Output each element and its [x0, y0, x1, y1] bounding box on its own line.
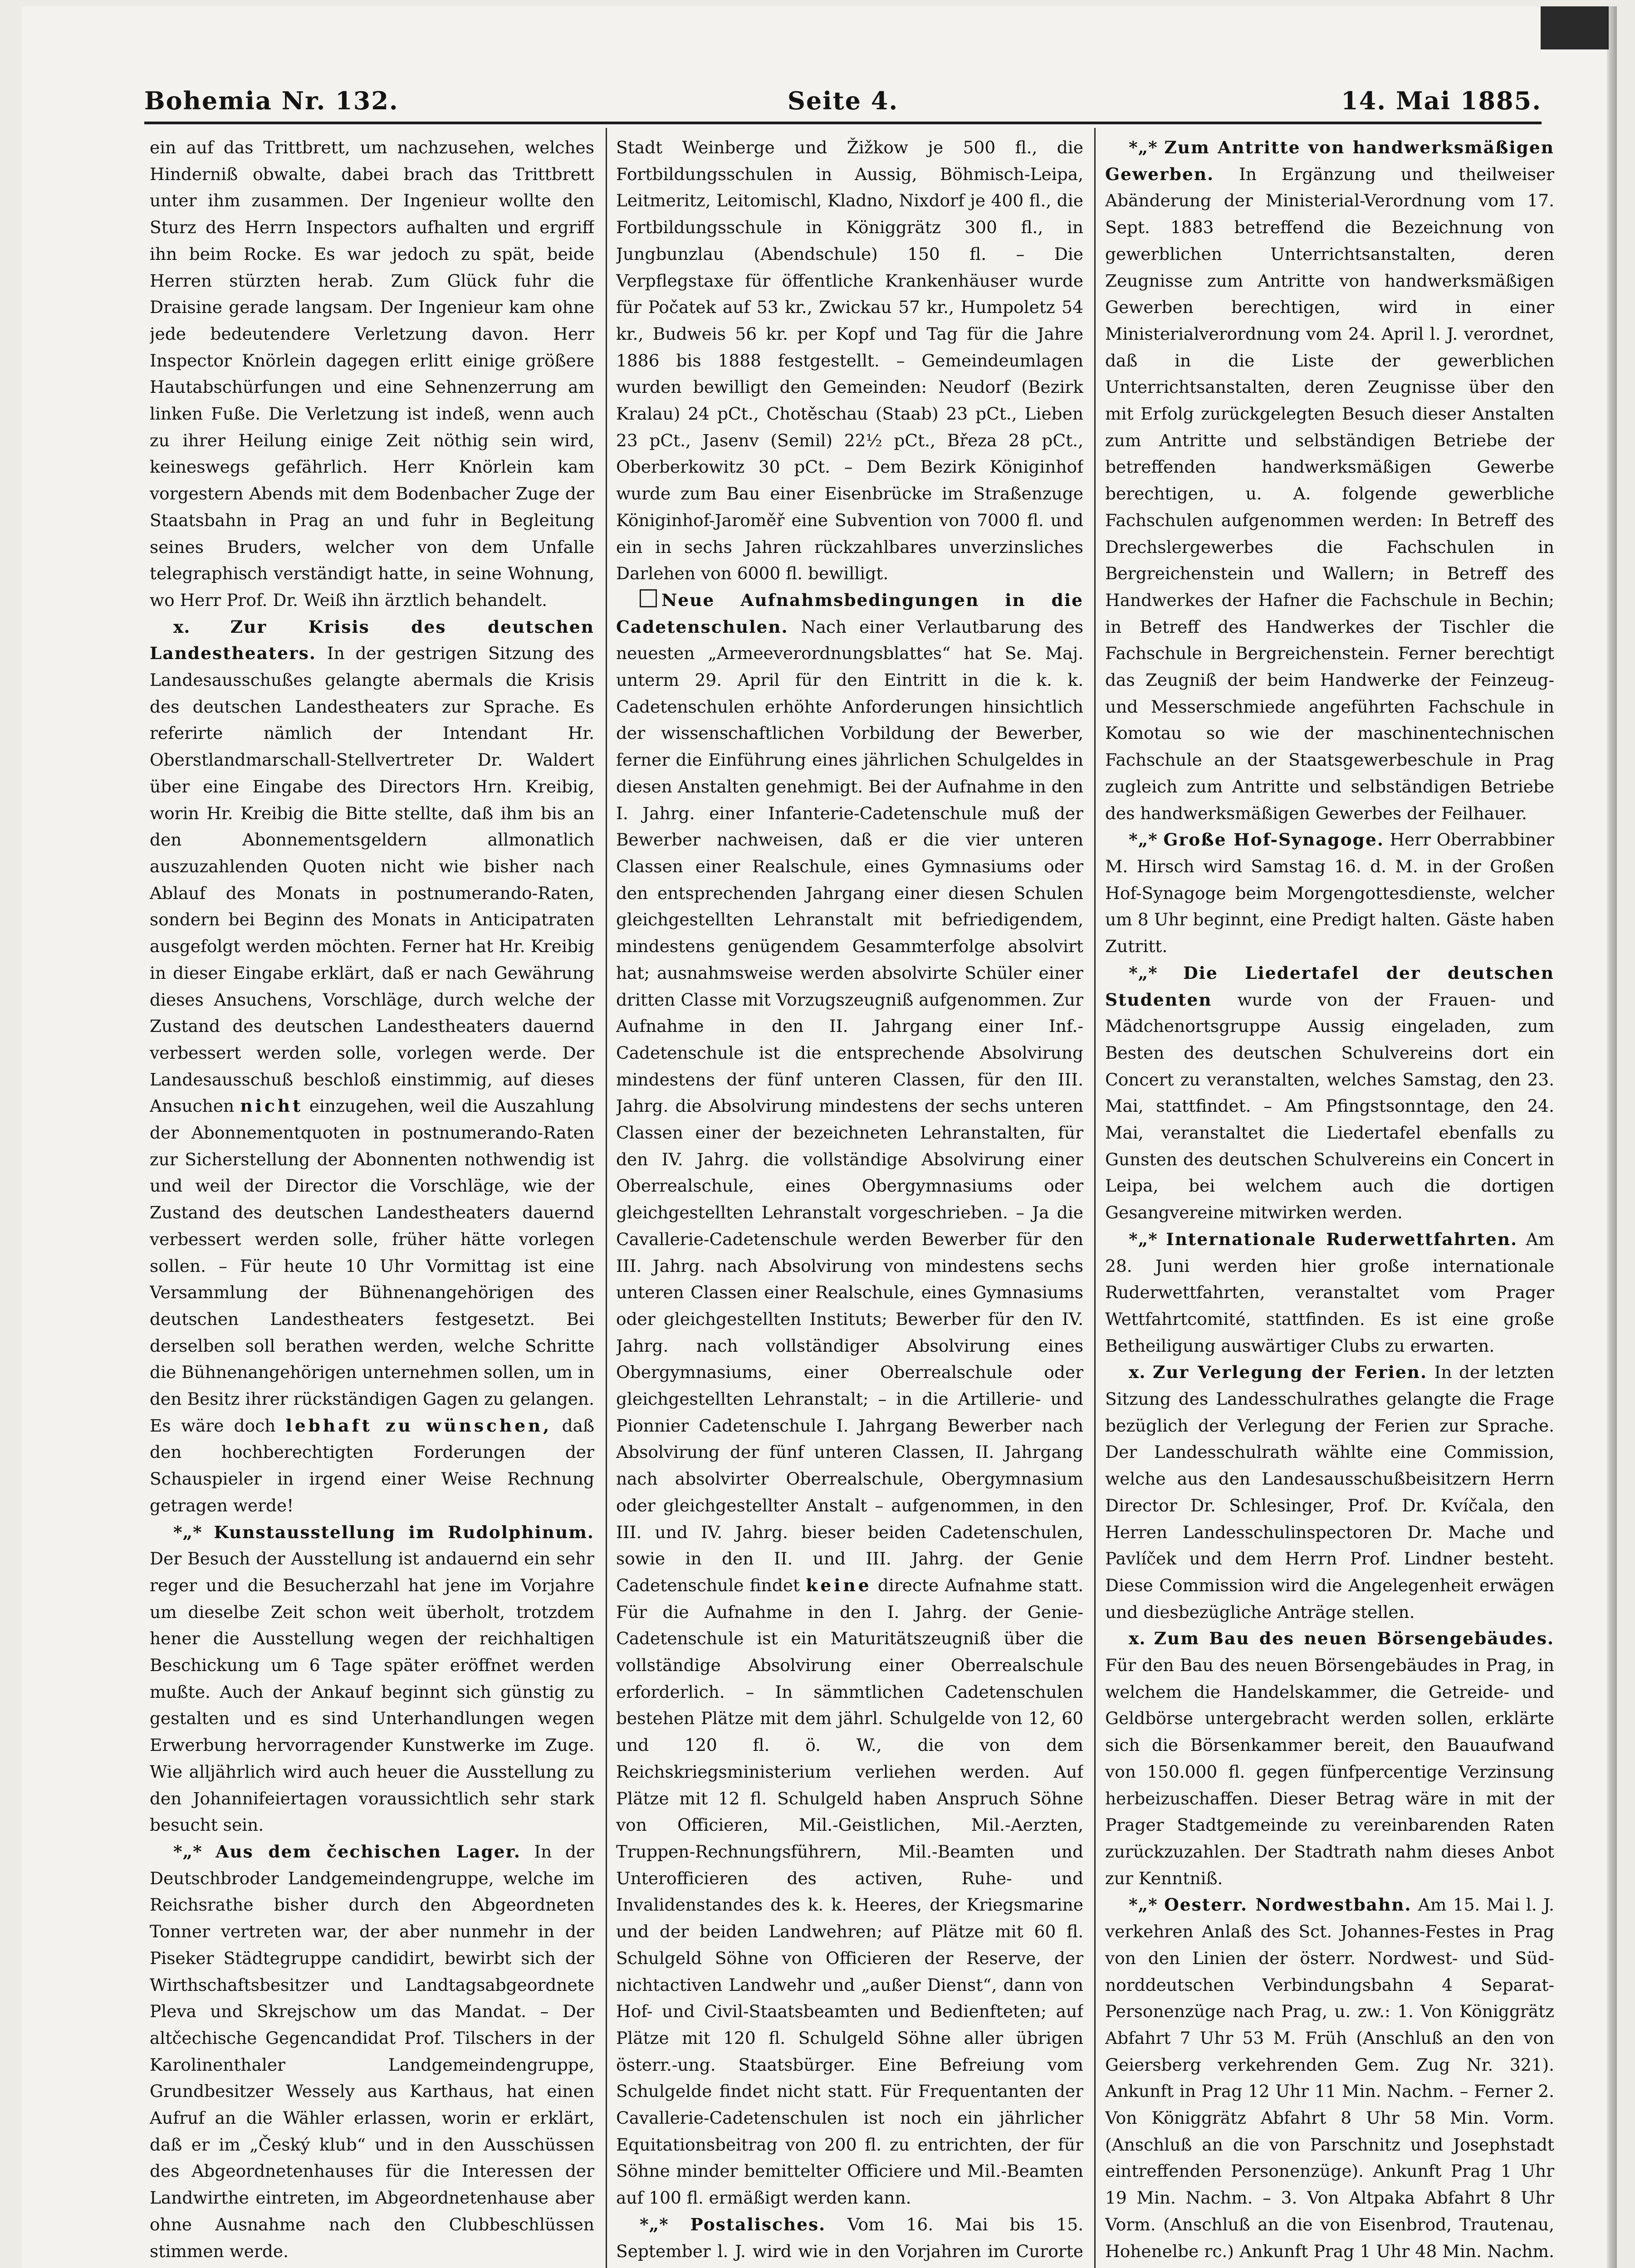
article-text: In der letzten Sitzung des Landesschulrathes gelangte die Frage bezüglich der Verlegung der Ferien zur Sprache. Der Landesschulrath wählte eine Commission, welche aus den Landesausschußbeisitzern Herrn Director Dr. Schlesinger, Prof. Dr. Kvíčala, den Herren Landesschulinspectoren Dr. Mache und Pavlíček und dem Herrn Prof. Lindner besteht. Diese Commission wird die Angelegenheit erwägen und diesbezügliche Anträge stellen.	[1105, 1362, 1554, 1622]
header-date: 14. Mai 1885.	[1341, 86, 1542, 115]
article-text: einzugehen, weil die Auszahlung der Abonnementquoten in postnumerando-Raten zur Sicherstellung der Abonnenten nothwendig ist und weil der Director die Vorschläge, wie der Zustand des deutschen Landestheaters dauernd verbessert werden solle, früher hätte vorlegen sollen. – Für heute 10 Uhr Vormittag ist eine Versammlung der Bühnenangehörigen des deutschen Landestheaters festgesetzt. Bei derselben soll berathen werden, welche Schritte die Bühnenangehörigen unternehmen sollen, um in den Besitz ihrer rückständigen Gagen zu gelangen. Es wäre doch	[150, 1096, 594, 1436]
section-marker: *„*	[173, 1522, 202, 1542]
section-marker: x.	[173, 616, 191, 637]
article-text: Der Besuch der Ausstellung ist andauernd ein sehr reger und die Besucherzahl hat jene im Vorjahre um dieselbe Zeit schon weit überholt, trotzdem hener die Ausstellung wegen der reichhaltigen Beschickung um 6 Tage später eröffnet werden mußte. Auch der Ankauf beginnt sich günstig zu gestalten und es sind Unterhandlungen wegen Erwerbung hervorragender Kunstwerke im Zuge. Wie alljährlich wird auch heuer die Ausstellung zu den Johannifeiertagen voraussichtlich sehr stark besucht sein.	[150, 1549, 594, 1835]
article-paragraph	[150, 614, 594, 1519]
article-paragraph	[1105, 1892, 1554, 2268]
article-text: Stadt Weinberge und Žižkow je 500 fl., die Fortbildungsschulen in Aussig, Böhmisch-Leipa, Leitmeritz, Leitomischl, Kladno, Nixdorf je 400 fl., die Fortbildungsschule in Königgrätz 300 fl., in Jungbunzlau (Abendschule) 150 fl. – Die Verpflegstaxe für öffentliche Krankenhäuser wurde für Počatek auf 53 kr., Zwickau 57 kr., Humpoletz 54 kr., Budweis 56 kr. per Kopf und Tag für die Jahre 1886 bis 1888 festgestellt. – Gemeindeumlagen wurden bewilligt den Gemeinden: Neudorf (Bezirk Kralau) 24 pCt., Chotěschau (Staab) 23 pCt., Lieben 23 pCt., Jasenv (Semil) 22½ pCt., Březa 28 pCt., Oberberkowitz 30 pCt. – Dem Bezirk Königinhof wurde zum Bau einer Eisenbrücke im Straßenzuge Königinhof-Jaroměř eine Subvention von 7000 fl. und ein in sechs Jahren rückzahlbares unverzinsliches Darlehen von 6000 fl. bewilligt.	[616, 137, 1083, 584]
section-marker: x.	[1129, 1628, 1146, 1649]
section-marker: x.	[1129, 1362, 1146, 1383]
article-paragraph	[150, 2264, 594, 2268]
article-heading: Zur Krisis des deutschen Landestheaters.	[150, 616, 594, 664]
article-paragraph	[150, 1838, 594, 2264]
article-paragraph	[1105, 1226, 1554, 1359]
article-paragraph	[1105, 1359, 1554, 1625]
article-paragraph	[150, 134, 594, 614]
article-paragraph	[616, 2211, 1083, 2268]
article-heading: Die Liedertafel der deutschen Studenten	[1105, 963, 1554, 1010]
section-marker: *„*	[1129, 963, 1158, 983]
article-paragraph	[1105, 960, 1554, 1226]
article-text: ein auf das Trittbrett, um nachzusehen, welches Hinderniß obwalte, dabei brach das Trittbrett unter ihm zusammen. Der Ingenieur wollte den Sturz des Herrn Inspectors aufhalten und ergriff ihn beim Rocke. Es war jedoch zu spät, beide Herren stürzten herab. Zum Glück fuhr die Draisine gerade langsam. Der Ingenieur kam ohne jede bedeutendere Verletzung davon. Herr Inspector Knörlein dagegen erlitt einige größere Hautabschürfungen und eine Sehnenzerrung am linken Fuße. Die Verletzung ist indeß, wenn auch zu ihrer Heilung einige Zeit nöthig sein wird, keineswegs gefährlich. Herr Knörlein kam vorgestern Abends mit dem Bodenbacher Zuge der Staatsbahn in Prag an und fuhr in Begleitung seines Bruders, welcher von dem Unfalle telegraphisch verständigt hatte, in seine Wohnung, wo Herr Prof. Dr. Weiß ihn ärztlich behandelt.	[150, 137, 594, 610]
header-page-number: Seite 4.	[787, 86, 899, 115]
article-heading: Kunstausstellung im Rudolphinum.	[214, 1522, 594, 1542]
article-heading: Zum Bau des neuen Börsengebäudes.	[1154, 1628, 1554, 1649]
article-paragraph	[1105, 134, 1554, 826]
article-text: Herr Oberrabbiner M. Hirsch wird Samstag 16. d. M. in der Großen Hof-Synagoge beim Morgengottesdienste, welcher um 8 Uhr beginnt, eine Predigt halten. Gäste haben Zutritt.	[1105, 830, 1554, 957]
article-heading: Aus dem čechischen Lager.	[215, 1842, 521, 1862]
emphasis-text: nicht	[240, 1096, 304, 1116]
scan-corner	[1541, 6, 1609, 49]
article-heading: Postalisches.	[690, 2214, 826, 2234]
article-text: Für den Bau des neuen Börsengebäudes in Prag, in welchem die Handelskammer, die Getreide- und Geldbörse untergebracht werden sollen, erklärte sich die Börsenkammer bereit, den Bauaufwand von 150.000 fl. gegen fünfpercentige Verzinsung herbeizuschaffen. Dieser Betrag wäre in mit der Prager Stadtgemeinde zu vereinbarenden Raten zurückzuzahlen. Der Stadtrath nahm dieses Anbot zur Kenntniß.	[1105, 1655, 1554, 1888]
article-text: daß den hochberechtigten Forderungen der Schauspieler in irgend einer Weise Rechnung getragen werde!	[150, 1415, 594, 1515]
emphasis-text: keine	[806, 1575, 872, 1595]
column-rule-1	[606, 128, 607, 2268]
page-header	[144, 77, 1542, 118]
article-paragraph	[616, 587, 1083, 2211]
article-heading: Oesterr. Nordwestbahn.	[1164, 1895, 1412, 1915]
column-rule-2	[1094, 128, 1096, 2268]
section-marker: *„*	[173, 1842, 202, 1862]
header-rule	[144, 122, 1542, 124]
article-text: Vom 16. Mai bis 15. September l. J. wird wie in den Vorjahren im Curorte	[616, 2214, 1083, 2261]
header-masthead: Bohemia Nr. 132.	[144, 86, 399, 115]
article-heading: Internationale Ruderwettfahrten.	[1166, 1229, 1518, 1249]
column-1	[150, 134, 594, 2268]
article-heading: Zur Verlegung der Ferien.	[1152, 1362, 1427, 1383]
square-marker-icon	[640, 589, 657, 607]
section-marker: *„*	[1129, 1895, 1158, 1915]
column-2	[616, 134, 1083, 2268]
emphasis-text: lebhaft zu wünschen,	[285, 1415, 552, 1436]
section-marker: *„*	[1129, 830, 1158, 850]
article-text: Am 28. Juni werden hier große internationale Ruderwettfahrten, veranstaltet vom Prager Wettfahrtcomité, stattfinden. Es ist eine große Betheiligung auswärtiger Clubs zu erwarten.	[1105, 1229, 1554, 1356]
article-text: In Ergänzung und theilweiser Abänderung der Ministerial-Verordnung vom 17. Sept. 1883 betreffend die Bezeichnung von gewerblichen Unterrichtsanstalten, deren Zeugnisse zum Antritte von handwerksmäßigen Gewerben berechtigen, wird in einer Ministerialverordnung vom 24. April l. J. verordnet, daß in die Liste der gewerblichen Unterrichtsanstalten, deren Zeugnisse über den mit Erfolg zurückgelegten Besuch dieser Anstalten zum Antritte und selbständigen Betriebe der betreffenden handwerksmäßigen Gewerbe berechtigen, u. A. folgende gewerbliche Fachschulen aufgenommen werden: In Betreff des Drechslergewerbes die Fachschulen in Bergreichenstein und Wallern; in Betreff des Handwerkes der Hafner die Fachschule in Bechin; in Betreff des Handwerkes der Tischler die Fachschule in Bergreichenstein. Ferner berechtigt das Zeugniß der beim Handwerke der Feinzeug- und Messerschmiede angeführten Fachschule in Komotau so wie der maschinentechnischen Fachschule an der Staatsgewerbeschule in Prag zugleich zum Antritte und selbständigen Betriebe des handwerksmäßigen Gewerbes der Feilhauer.	[1105, 164, 1554, 823]
column-3	[1105, 134, 1554, 2268]
article-heading: Zum Antritte von handwerksmäßigen Gewerben.	[1105, 137, 1554, 184]
article-heading: Neue Aufnahmsbedingungen in die Cadetenschulen.	[616, 590, 1083, 637]
article-text: In der gestrigen Sitzung des Landesausschußes gelangte abermals die Krisis des deutschen Landestheaters zur Sprache. Es referirte nämlich der Intendant Hr. Oberstlandmarschall-Stellvertreter Dr. Waldert über eine Eingabe des Directors Hrn. Kreibig, worin Hr. Kreibig die Bitte stellte, daß ihm bis an den Abonnementsgeldern allmonatlich auszuzahlenden Quoten nicht wie bisher nach Ablauf des Monats in postnumerando-Raten, sondern bei Beginn des Monats in Anticipatraten ausgefolgt werden möchten. Ferner hat Hr. Kreibig in dieser Eingabe erklärt, daß er nach Gewährung dieses Ansuchens, Vorschläge, durch welche der Zustand des deutschen Landestheaters dauernd verbessert werden solle, vorlegen werde. Der Landesausschuß beschloß einstimmig, auf dieses Ansuchen	[150, 643, 594, 1116]
section-marker: *„*	[640, 2214, 669, 2234]
article-text: Nach einer Verlautbarung des neuesten „Armeeverordnungsblattes“ hat Se. Maj. unterm 29. April für den Eintritt in die k. k. Cadetenschulen erhöhte Anforderungen hinsichtlich der wissenschaftlichen Vorbildung der Bewerber, ferner die Einführung eines jährlichen Schulgeldes in diesen Anstalten genehmigt. Bei der Aufnahme in den I. Jahrg. einer Infanterie-Cadetenschule muß der Bewerber nachweisen, daß er die vier unteren Classen einer Realschule, eines Gymnasiums oder den entsprechenden Jahrgang einer diesen Schulen gleichgestellten Lehranstalt mit befriedigendem, mindestens genügendem Gesammterfolge absolvirt hat; ausnahmsweise werden absolvirte Schüler einer dritten Classe mit Vorzugszeugniß aufgenommen. Zur Aufnahme in den II. Jahrgang einer Inf.-Cadetenschule ist die entsprechende Absolvirung mindestens der fünf unteren Classen, für den III. Jahrg. die Absolvirung mindestens der sechs unteren Classen einer der bezeichneten Lehranstalten, für den IV. Jahrg. die vollständige Absolvirung einer Oberrealschule, eines Obergymnasiums oder gleichgestellten Lehranstalt vorgeschrieben. – Ja die Cavallerie-Cadetenschule werden Bewerber für den III. Jahrg. nach Absolvirung von mindestens sechs unteren Classen einer Realschule, eines Gymnasiums oder gleichgestellten Instituts; Bewerber für den IV. Jahrg. nach vollständiger Absolvirung eines Obergymnasiums, einer Oberrealschule oder gleichgestellten Lehranstalt; – in die Artillerie- und Pionnier Cadetenschule I. Jahrgang Bewerber nach Absolvirung der fünf unteren Classen, II. Jahrgang nach absolvirter Oberrealschule, Obergymnasium oder gleichgestellter Anstalt – aufgenommen, in den III. und IV. Jahrg. bieser beiden Cadetenschulen, sowie in den II. und III. Jahrg. der Genie Cadetenschule findet	[616, 616, 1083, 1595]
article-paragraph	[1105, 826, 1554, 960]
article-text: Am 15. Mai l. J. verkehren Anlaß des Sct. Johannes-Festes in Prag von den Linien der österr. Nordwest- und Süd-norddeutschen Verbindungsbahn 4 Separat-Personenzüge nach Prag, u. zw.: 1. Von Königgrätz Abfahrt 7 Uhr 53 M. Früh (Anschluß an den von Geiersberg verkehrenden Gem. Zug Nr. 321). Ankunft in Prag 12 Uhr 11 Min. Nachm. – Ferner 2. Von Königgrätz Abfahrt 8 Uhr 58 Min. Vorm. (Anschluß an die von Parschnitz und Josephstadt eintreffenden Personenzüge). Ankunft Prag 1 Uhr 19 Min. Nachm. – 3. Von Altpaka Abfahrt 8 Uhr Vorm. (Anschluß an die von Eisenbrod, Trautenau, Hohenelbe rc.) Ankunft Prag 1 Uhr 48 Min. Nachm.	[1105, 1895, 1554, 2261]
article-paragraph	[1105, 1625, 1554, 1892]
article-text: In der Deutschbroder Landgemeindengruppe, welche im Reichsrathe bisher durch den Abgeordneten Tonner vertreten war, der aber nunmehr in der Piseker Städtegruppe candidirt, bewirbt sich der Wirthschaftsbesitzer und Landtagsabgeordnete Pleva und Skrejschow um das Mandat. – Der altčechische Gegencandidat Prof. Tilschers in der Karolinenthaler Landgemeindengruppe, Grundbesitzer Wessely aus Karthaus, hat einen Aufruf an die Wähler erlassen, worin er erklärt, daß er im „Český klub“ und in den Ausschüssen des Abgeordnetenhauses für die Interessen der Landwirthe eintreten, im Abgeordnetenhause aber ohne Ausnahme nach den Clubbeschlüssen stimmen werde.	[150, 1842, 594, 2261]
article-text: wurde von der Frauen- und Mädchenortsgruppe Aussig eingeladen, zum Besten des deutschen Schulvereins dort ein Concert zu veranstalten, welches Samstag, den 23. Mai, stattfindet. – Am Pfingstsonntage, den 24. Mai, veranstaltet die Liedertafel ebenfalls zu Gunsten des deutschen Schulvereins ein Concert in Leipa, bei welchem auch die dortigen Gesangvereine mitwirken werden.	[1105, 989, 1554, 1223]
section-marker: *„*	[1129, 1229, 1158, 1249]
article-paragraph	[150, 1519, 594, 1838]
section-marker: *„*	[1129, 137, 1158, 157]
article-text: directe Aufnahme statt. Für die Aufnahme in den I. Jahrg. der Genie-Cadetenschule ist ein Maturitätszeugniß über die vollständige Absolvirung einer Oberrealschule erforderlich. – In sämmtlichen Cadetenschulen bestehen Plätze mit dem jährl. Schulgelde von 12, 60 und 120 fl. ö. W., die von dem Reichskriegsministerium verliehen werden. Auf Plätze mit 12 fl. Schulgeld haben Anspruch Söhne von Officieren, Mil.-Geistlichen, Mil.-Aerzten, Truppen-Rechnungsführern, Mil.-Beamten und Unterofficieren des activen, Ruhe- und Invalidenstandes des k. k. Heeres, der Kriegsmarine und der beiden Landwehren; auf Plätze mit 60 fl. Schulgeld Söhne von Officieren der Reserve, der nichtactiven Landwehr und „außer Dienst“, dann von Hof- und Civil-Staatsbeamten und Bedienfteten; auf Plätze mit 120 fl. Schulgeld Söhne aller übrigen österr.-ung. Staatsbürger. Eine Befreiung vom Schulgelde findet nicht statt. Für Frequentanten der Cavallerie-Cadetenschulen ist noch ein jährlicher Equitationsbeitrag von 200 fl. zu entrichten, der für Söhne minder bemittelter Officiere und Mil.-Beamten auf 100 fl. ermäßigt werden kann.	[616, 1575, 1083, 2208]
article-paragraph	[616, 134, 1083, 587]
article-heading: Große Hof-Synagoge.	[1163, 830, 1384, 850]
